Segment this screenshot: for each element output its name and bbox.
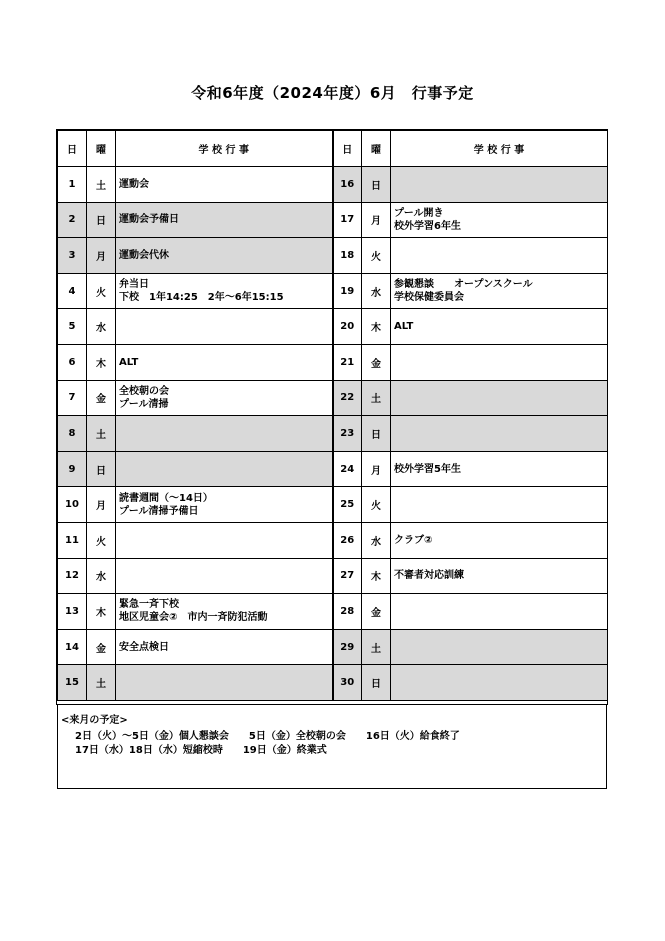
event-text: 校外学習5年生	[394, 463, 461, 475]
day-cell: 29	[333, 629, 362, 665]
day-cell: 8	[58, 416, 87, 452]
event-cell	[391, 273, 608, 309]
weekday-cell: 水	[87, 309, 116, 345]
event-text: 地区児童会② 市内一斉防犯活動	[119, 612, 268, 624]
weekday-cell: 火	[362, 238, 391, 274]
day-cell: 13	[58, 594, 87, 630]
weekday-cell: 月	[87, 487, 116, 523]
next-month-title: <来月の予定>	[61, 715, 128, 726]
table-row	[58, 238, 608, 274]
header-weekday-right: 曜	[362, 131, 391, 167]
weekday-cell: 月	[362, 451, 391, 487]
event-text: 弁当日	[119, 279, 149, 291]
event-text: 緊急一斉下校	[119, 599, 179, 611]
event-cell	[391, 344, 608, 380]
event-cell	[116, 522, 333, 558]
day-cell: 27	[333, 558, 362, 594]
weekday-cell: 日	[87, 451, 116, 487]
day-cell: 26	[333, 522, 362, 558]
event-cell	[116, 167, 333, 203]
weekday-cell: 水	[87, 558, 116, 594]
weekday-cell: 月	[362, 202, 391, 238]
day-cell: 12	[58, 558, 87, 594]
event-cell	[116, 558, 333, 594]
next-month-line-2: 17日（水）18日（水）短縮校時 19日（金）終業式	[75, 745, 327, 756]
event-cell	[116, 380, 333, 416]
table-row	[58, 522, 608, 558]
day-cell: 22	[333, 380, 362, 416]
event-text: 運動会代休	[119, 249, 169, 261]
event-cell	[116, 416, 333, 452]
weekday-cell: 日	[362, 167, 391, 203]
day-cell: 30	[333, 665, 362, 701]
event-cell	[391, 629, 608, 665]
event-cell	[116, 629, 333, 665]
weekday-cell: 土	[87, 167, 116, 203]
next-month-box	[57, 704, 607, 789]
event-cell	[116, 309, 333, 345]
weekday-cell: 金	[87, 629, 116, 665]
day-cell: 17	[333, 202, 362, 238]
event-text: プール開き	[394, 207, 444, 219]
table-row	[58, 167, 608, 203]
weekday-cell: 火	[362, 487, 391, 523]
event-text: 参観懇談 オープンスクール	[394, 279, 533, 291]
weekday-cell: 土	[87, 416, 116, 452]
weekday-cell: 木	[362, 558, 391, 594]
day-cell: 21	[333, 344, 362, 380]
weekday-cell: 土	[87, 665, 116, 701]
day-cell: 6	[58, 344, 87, 380]
day-cell: 1	[58, 167, 87, 203]
event-text: ALT	[394, 321, 414, 333]
event-text: ALT	[119, 356, 139, 368]
day-cell: 7	[58, 380, 87, 416]
event-cell	[391, 487, 608, 523]
day-cell: 10	[58, 487, 87, 523]
table-row	[58, 309, 608, 345]
day-cell: 14	[58, 629, 87, 665]
weekday-cell: 水	[362, 273, 391, 309]
weekday-cell: 火	[87, 522, 116, 558]
weekday-cell: 水	[362, 522, 391, 558]
event-text: クラブ②	[394, 534, 433, 546]
event-cell	[116, 344, 333, 380]
day-cell: 24	[333, 451, 362, 487]
event-text: 不審者対応訓練	[394, 570, 464, 582]
event-cell	[116, 238, 333, 274]
weekday-cell: 火	[87, 273, 116, 309]
weekday-cell: 金	[87, 380, 116, 416]
table-row	[58, 380, 608, 416]
event-text: プール清掃予備日	[119, 505, 199, 517]
event-text: 学校保健委員会	[394, 292, 464, 304]
event-cell	[391, 594, 608, 630]
header-day-right: 日	[333, 131, 362, 167]
day-cell: 16	[333, 167, 362, 203]
day-cell: 5	[58, 309, 87, 345]
weekday-cell: 月	[87, 238, 116, 274]
day-cell: 4	[58, 273, 87, 309]
event-cell	[391, 380, 608, 416]
event-text: プール清掃	[119, 398, 169, 410]
event-cell	[116, 202, 333, 238]
weekday-cell: 土	[362, 380, 391, 416]
event-cell	[116, 487, 333, 523]
day-cell: 9	[58, 451, 87, 487]
event-cell	[116, 665, 333, 701]
table-row	[58, 558, 608, 594]
event-cell	[116, 273, 333, 309]
next-month-line-1: 2日（火）～5日（金）個人懇談会 5日（金）全校朝の会 16日（火）給食終了	[75, 731, 460, 742]
weekday-cell: 木	[87, 344, 116, 380]
event-cell	[391, 202, 608, 238]
schedule-table	[57, 130, 608, 701]
table-row	[58, 202, 608, 238]
event-cell	[391, 451, 608, 487]
table-row	[58, 273, 608, 309]
day-cell: 2	[58, 202, 87, 238]
event-text: 運動会予備日	[119, 214, 179, 226]
day-cell: 28	[333, 594, 362, 630]
page-title: 令和6年度（2024年度）6月 行事予定	[191, 84, 474, 102]
day-cell: 23	[333, 416, 362, 452]
weekday-cell: 木	[87, 594, 116, 630]
weekday-cell: 金	[362, 344, 391, 380]
header-events-right: 学 校 行 事	[391, 131, 608, 167]
header-row	[58, 131, 608, 167]
day-cell: 19	[333, 273, 362, 309]
header-day-left: 日	[58, 131, 87, 167]
event-cell	[116, 594, 333, 630]
event-cell	[391, 522, 608, 558]
event-text: 運動会	[119, 178, 149, 190]
weekday-cell: 金	[362, 594, 391, 630]
table-row	[58, 594, 608, 630]
table-row	[58, 487, 608, 523]
day-cell: 15	[58, 665, 87, 701]
event-cell	[391, 167, 608, 203]
day-cell: 20	[333, 309, 362, 345]
event-text: 安全点検日	[119, 641, 169, 653]
table-row	[58, 451, 608, 487]
weekday-cell: 木	[362, 309, 391, 345]
weekday-cell: 日	[87, 202, 116, 238]
event-cell	[391, 416, 608, 452]
header-weekday-left: 曜	[87, 131, 116, 167]
day-cell: 18	[333, 238, 362, 274]
table-row	[58, 665, 608, 701]
header-events-left: 学 校 行 事	[116, 131, 333, 167]
event-text: 全校朝の会	[119, 385, 169, 397]
event-cell	[391, 309, 608, 345]
day-cell: 3	[58, 238, 87, 274]
weekday-cell: 日	[362, 665, 391, 701]
day-cell: 11	[58, 522, 87, 558]
event-text: 校外学習6年生	[394, 220, 461, 232]
event-cell	[391, 238, 608, 274]
table-row	[58, 416, 608, 452]
event-text: 下校 1年14:25 2年～6年15:15	[119, 292, 284, 304]
event-cell	[391, 665, 608, 701]
weekday-cell: 土	[362, 629, 391, 665]
event-cell	[116, 451, 333, 487]
event-cell	[391, 558, 608, 594]
table-row	[58, 629, 608, 665]
weekday-cell: 日	[362, 416, 391, 452]
day-cell: 25	[333, 487, 362, 523]
event-text: 読書週間（～14日）	[119, 492, 213, 504]
table-row	[58, 344, 608, 380]
